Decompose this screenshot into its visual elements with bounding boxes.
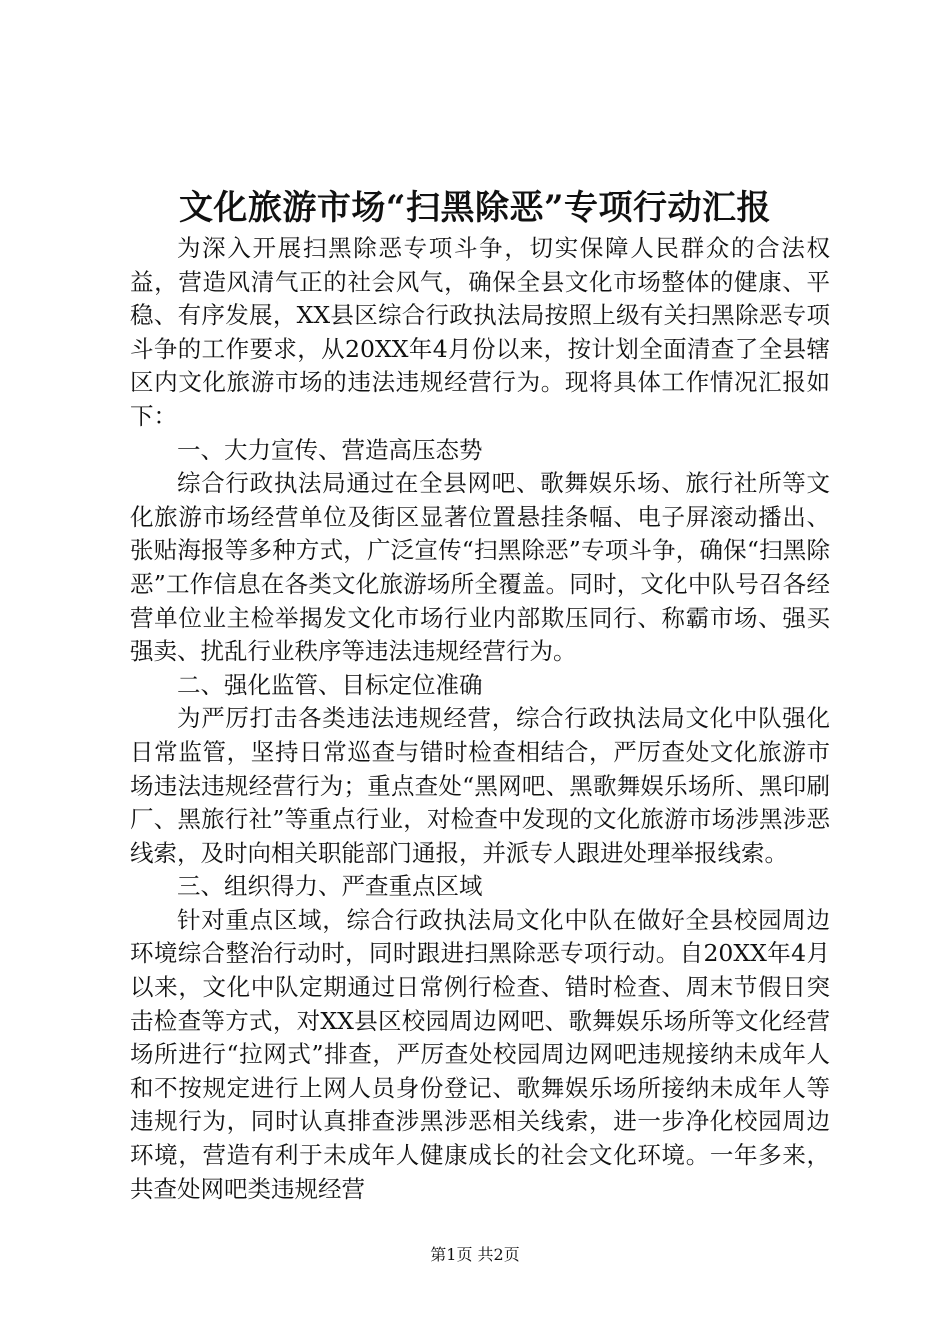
document-body xyxy=(130,232,830,1206)
section-heading-3: 三、组织得力、严查重点区域 xyxy=(177,872,483,901)
section-heading-2: 二、强化监管、目标定位准确 xyxy=(177,670,483,699)
intro-paragraph: 为深入开展扫黑除恶专项斗争，切实保障人民群众的合法权益，营造风清气正的社会风气，确保全县文化市场整体的健康、平稳、有序发展，XX县区综合行政执法局按照上级有关扫黑除恶专项斗争的工作要求，从20XX年4月份以来，按计划全面清查了全县辖区内文化旅游市场的违法违规经营行为。现将具体工作情况汇报如下： xyxy=(130,234,830,430)
section-1-paragraph: 综合行政执法局通过在全县网吧、歌舞娱乐场、旅行社所等文化旅游市场经营单位及街区显著位置悬挂条幅、电子屏滚动播出、张贴海报等多种方式，广泛宣传“扫黑除恶”专项斗争，确保“扫黑除恶”工作信息在各类文化旅游场所全覆盖。同时，文化中队号召各经营单位业主检举揭发文化市场行业内部欺压同行、称霸市场、强买强卖、扰乱行业秩序等违法违规经营行为。 xyxy=(130,469,830,666)
section-3-paragraph: 针对重点区域，综合行政执法局文化中队在做好全县校园周边环境综合整治行动时，同时跟进扫黑除恶专项行动。自20XX年4月以来，文化中队定期通过日常例行检查、错时检查、周末节假日突击检查等方式，对XX县区校园周边网吧、歌舞娱乐场所等文化经营场所进行“拉网式”排查，严厉查处校园周边网吧违规接纳未成年人和不按规定进行上网人员身份登记、歌舞娱乐场所接纳未成年人等违规行为，同时认真排查涉黑涉恶相关线索，进一步净化校园周边环境，营造有利于未成年人健康成长的社会文化环境。一年多来，共查处网吧类违规经营 xyxy=(130,905,830,1203)
section-2-paragraph: 为严厉打击各类违法违规经营，综合行政执法局文化中队强化日常监管，坚持日常巡查与错时检查相结合，严厉查处文化旅游市场违法违规经营行为；重点查处“黑网吧、黑歌舞娱乐场所、黑印刷厂、黑旅行社”等重点行业，对检查中发现的文化旅游市场涉黑涉恶线索，及时向相关职能部门通报，并派专人跟进处理举报线索。 xyxy=(130,704,830,867)
document-title: 文化旅游市场“扫黑除恶”专项行动汇报 xyxy=(178,188,772,228)
section-heading-1: 一、大力宣传、营造高压态势 xyxy=(177,435,483,464)
page-number-footer: 第1页 共2页 xyxy=(430,1245,520,1264)
